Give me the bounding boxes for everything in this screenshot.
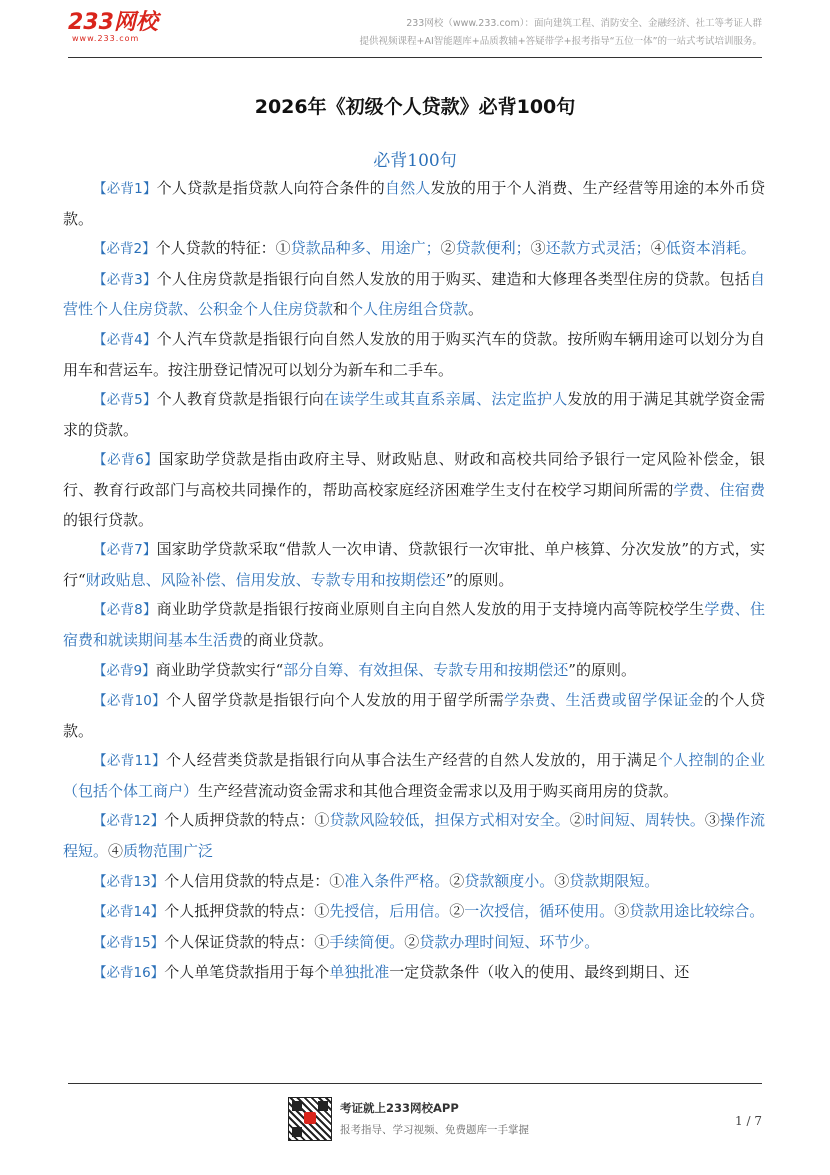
item-text: 发放的用于个人消费、生产经营等用途的本外币贷款。 — [63, 179, 765, 228]
item-tag: 【必背5】 — [93, 392, 157, 409]
item-text: 生产经营流动资金需求和其他合理资金需求以及用于购买商用房的贷款。 — [198, 781, 679, 800]
item-tag: 【必背6】 — [93, 452, 159, 469]
item-tag: 【必背16】 — [93, 965, 165, 982]
highlighted-term: 贷款用途比较综合。 — [629, 902, 765, 921]
memory-item — [63, 325, 765, 385]
item-text: 。 — [468, 300, 484, 319]
memory-item — [63, 897, 765, 928]
item-text: ② — [440, 239, 456, 258]
highlighted-term: 操作流程短。 — [63, 811, 765, 861]
item-tag: 【必背2】 — [93, 241, 156, 258]
highlighted-term: 贷款额度小。 — [464, 871, 555, 890]
item-text: ② — [569, 811, 585, 830]
item-text: ③ — [554, 871, 570, 890]
highlighted-term: 在读学生或其直系亲属、法定监护人 — [324, 390, 568, 409]
qr-logo-icon — [304, 1112, 316, 1124]
item-text: 的个人贷款。 — [63, 691, 765, 740]
item-text: 国家助学贷款采取“借款人一次申请、贷款银行一次审批、单户核算、分次发放”的方式，实行“ — [63, 540, 766, 589]
page-header — [0, 0, 830, 60]
item-text: ”的原则。 — [568, 660, 636, 679]
item-text: 商业助学贷款是指银行按商业原则自主向自然人发放的用于支持境内高等院校学生 — [156, 600, 705, 619]
item-text: ② — [449, 871, 465, 890]
item-text: 一定贷款条件（收入的使用、最终到期日、还 — [389, 963, 690, 982]
highlighted-term: 一次授信，循环使用。 — [464, 902, 615, 921]
memory-item — [63, 535, 765, 595]
item-text: 和 — [333, 300, 349, 319]
item-text: 个人经营类贷款是指银行向从事合法生产经营的自然人发放的，用于满足 — [166, 751, 658, 770]
memory-item — [63, 928, 765, 959]
memory-item — [63, 806, 765, 866]
item-text: 个人单笔贷款指用于每个 — [164, 963, 330, 982]
highlighted-term: 学杂费、生活费或留学保证金 — [504, 691, 704, 710]
app-promo-title: 考证就上233网校APP — [340, 1101, 459, 1115]
highlighted-term: 质物范围广泛 — [123, 842, 214, 861]
item-text: ③ — [704, 811, 720, 830]
item-text: 个人抵押贷款的特点：① — [164, 902, 330, 921]
highlighted-term: 个人控制的企业（包括个体工商户） — [63, 751, 765, 800]
highlighted-term: 低资本消耗。 — [665, 239, 756, 258]
memory-item — [63, 234, 765, 265]
item-tag: 【必背9】 — [93, 662, 156, 679]
item-text: 个人住房贷款是指银行向自然人发放的用于购买、建造和大修理各类型住房的贷款。包括 — [156, 269, 750, 288]
item-text: ② — [449, 902, 465, 921]
highlighted-term: 单独批准 — [329, 963, 390, 982]
memory-item — [63, 746, 765, 806]
highlighted-term: 学费、住宿费 — [673, 480, 765, 499]
page-number: 1 / 7 — [735, 1114, 762, 1128]
memory-item — [63, 867, 765, 898]
highlighted-term: 部分自筹、有效担保、专款专用和按期偿还 — [283, 660, 569, 679]
item-text: 个人贷款的特征：① — [155, 239, 291, 258]
item-text: 个人教育贷款是指银行向 — [156, 390, 324, 409]
highlighted-term: 财政贴息、风险补偿、信用发放、专款专用和按期偿还 — [85, 570, 446, 589]
item-tag: 【必背14】 — [93, 904, 165, 921]
item-text: ”的原则。 — [445, 570, 514, 589]
memory-item — [63, 445, 765, 535]
highlighted-term: 贷款风险较低，担保方式相对安全。 — [329, 811, 570, 830]
logo-url: www.233.com — [72, 34, 140, 43]
memory-item — [63, 958, 765, 989]
highlighted-term: 贷款期限短。 — [569, 871, 660, 890]
highlighted-term: 先授信，后用信。 — [329, 902, 450, 921]
item-text: ③ — [530, 239, 546, 258]
item-text: 个人留学贷款是指银行向个人发放的用于留学所需 — [166, 691, 505, 710]
item-tag: 【必背11】 — [93, 753, 167, 770]
item-text: 的商业贷款。 — [243, 630, 334, 649]
item-text: 发放的用于满足其就学资金需求的贷款。 — [63, 390, 765, 439]
item-tag: 【必背8】 — [93, 602, 157, 619]
header-tagline-1: 233网校（www.233.com）：面向建筑工程、消防安全、金融经济、社工等考证人群 — [406, 18, 762, 29]
footer-divider — [68, 1083, 762, 1084]
document-title: 2026年《初级个人贷款》必背100句 — [254, 96, 576, 118]
item-text: ④ — [108, 842, 124, 861]
logo-text: 233网校 — [68, 10, 158, 35]
item-text: ④ — [650, 239, 666, 258]
highlighted-term: 手续简便。 — [329, 932, 405, 951]
item-tag: 【必背10】 — [93, 693, 167, 710]
memory-item — [63, 595, 765, 655]
highlighted-term: 贷款品种多、用途广； — [290, 239, 441, 258]
item-tag: 【必背7】 — [93, 542, 157, 559]
item-tag: 【必背12】 — [93, 813, 165, 830]
item-text: 的银行贷款。 — [63, 510, 154, 529]
item-text: 个人汽车贷款是指银行向自然人发放的用于购买汽车的贷款。按所购车辆用途可以划分为自用车和营运车。按注册登记情况可以划分为新车和二手车。 — [63, 329, 765, 379]
app-promo-description: 报考指导、学习视频、免费题库一手掌握 — [340, 1124, 529, 1136]
item-text: ③ — [614, 902, 630, 921]
highlighted-term: 自然人 — [384, 179, 431, 197]
item-tag: 【必背15】 — [93, 934, 165, 951]
item-text: 国家助学贷款是指由政府主导、财政贴息、财政和高校共同给予银行一定风险补偿金，银行、教育行政部门与高校共同操作的，帮助高校家庭经济困难学生支付在校学习期间所需的 — [63, 450, 765, 499]
highlighted-term: 还款方式灵活； — [545, 239, 651, 258]
item-tag: 【必背13】 — [93, 873, 165, 890]
item-text: 个人信用贷款的特点是：① — [164, 871, 345, 890]
highlighted-term: 贷款便利； — [455, 239, 531, 258]
item-text: 个人保证贷款的特点：① — [164, 932, 330, 951]
highlighted-term: 时间短、周转快。 — [584, 811, 705, 830]
memory-item — [63, 265, 765, 325]
highlighted-term: 贷款办理时间短、环节少。 — [419, 932, 600, 951]
item-tag: 【必背4】 — [93, 331, 157, 348]
brand-logo[interactable] — [68, 12, 158, 44]
highlighted-term: 学费、住宿费和就读期间基本生活费 — [63, 600, 765, 649]
item-tag: 【必背3】 — [93, 271, 157, 288]
memory-item — [63, 385, 765, 445]
header-divider — [68, 57, 762, 58]
item-tag: 【必背1】 — [93, 181, 157, 197]
highlighted-term: 自营性个人住房贷款、公积金个人住房贷款 — [63, 269, 765, 319]
item-text: 个人贷款是指贷款人向符合条件的 — [156, 179, 385, 197]
section-subtitle: 必背100句 — [373, 151, 457, 171]
memory-item — [63, 656, 765, 687]
item-text: ② — [404, 932, 420, 951]
header-tagline-2: 提供视频课程+AI智能题库+品质教辅+答疑带学+报考指导“五位一体”的一站式考试培训服务。 — [359, 36, 762, 47]
highlighted-term: 准入条件严格。 — [344, 871, 450, 890]
highlighted-term: 个人住房组合贷款 — [348, 300, 469, 319]
document-body — [63, 174, 765, 989]
item-text: 商业助学贷款实行“ — [155, 660, 284, 679]
memory-item — [63, 686, 765, 746]
memory-item — [63, 174, 765, 234]
item-text: 个人质押贷款的特点：① — [164, 811, 330, 830]
